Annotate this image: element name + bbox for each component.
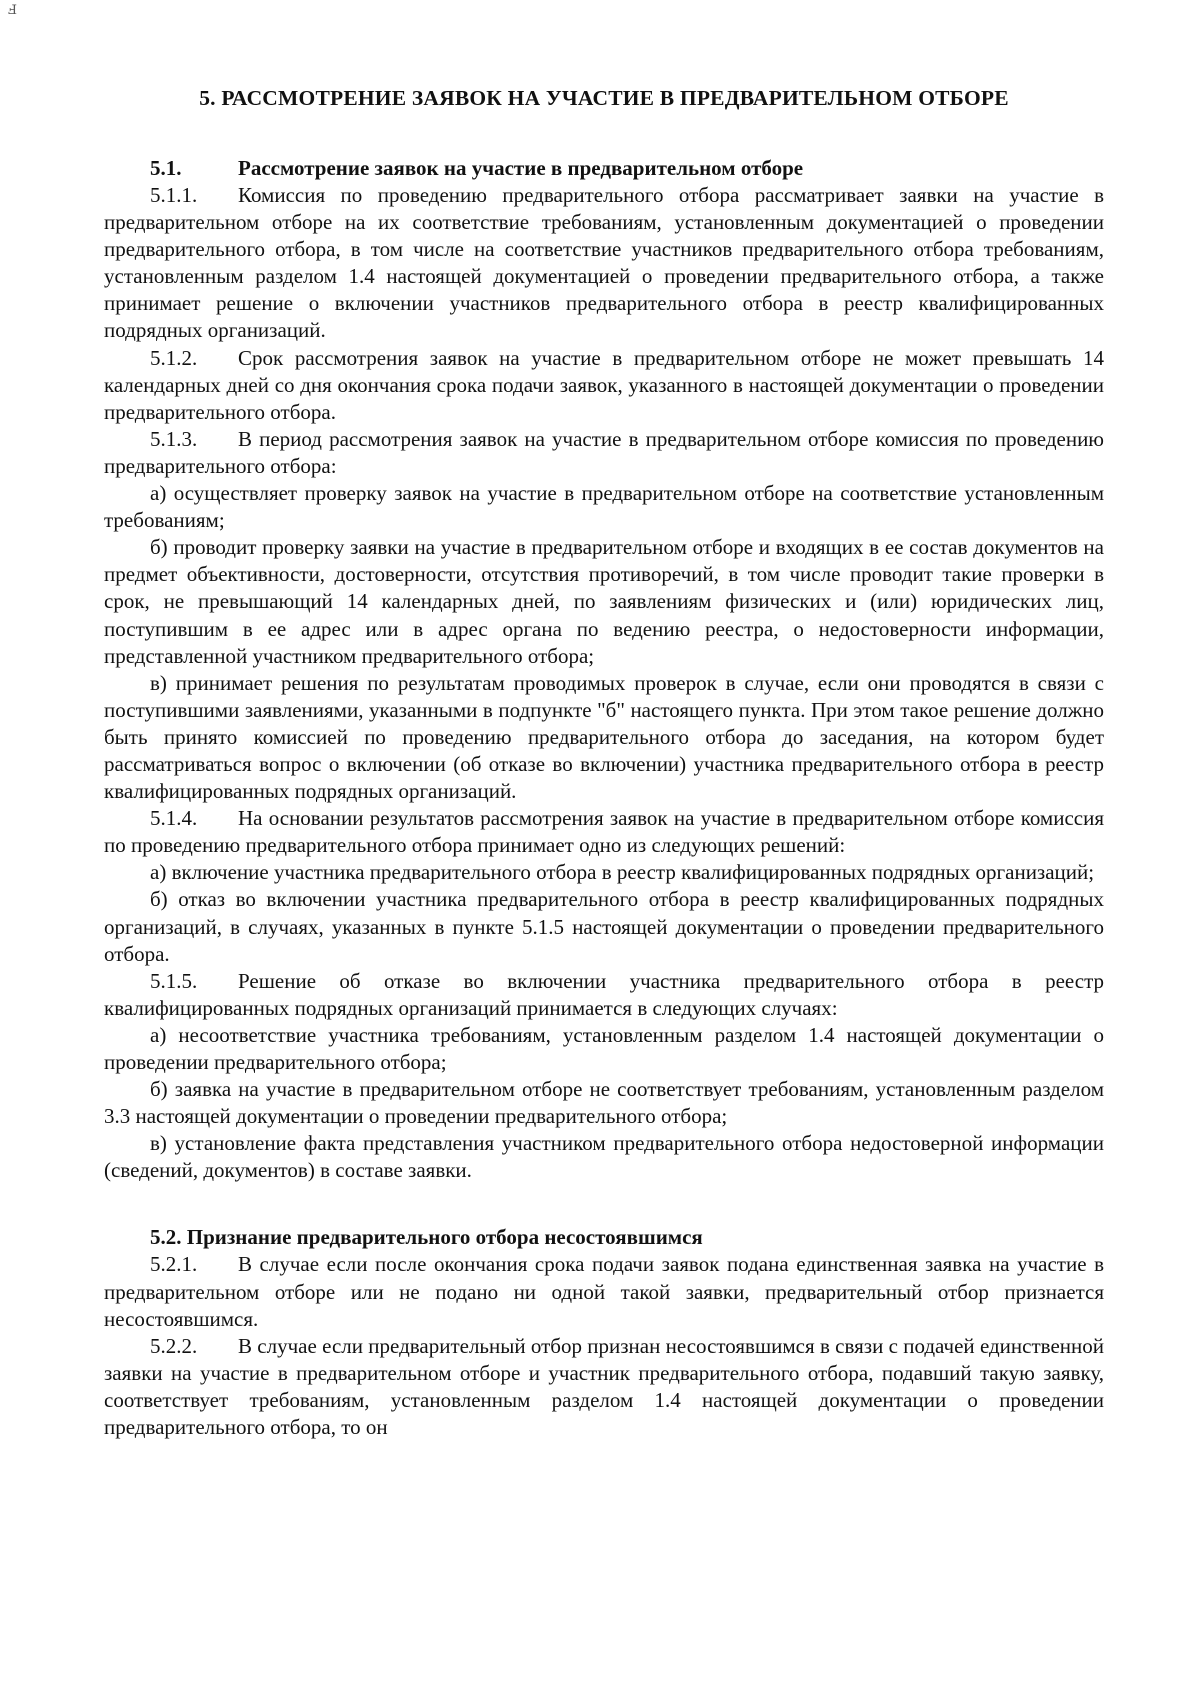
section-5-1-heading xyxy=(104,155,1104,182)
paragraph-text: В случае если предварительный отбор признан несостоявшимся в связи с подачей единственной заявки на участие в предварительном отборе и участник предварительного отбора, подавший такую заявку, соответствует требованиям, установленным разделом 1.4 настоящей документации о проведении предварительного отбора, то он xyxy=(104,1333,1104,1440)
paragraph-text: В период рассмотрения заявок на участие в предварительном отборе комиссия по проведению предварительного отбора: xyxy=(104,426,1104,478)
paragraph-number: 5.2.1. xyxy=(150,1252,198,1277)
paragraph-text: Комиссия по проведению предварительного отбора рассматривает заявки на участие в предварительном отборе на их соответствие требованиям, установленным документацией о проведении предварительного отбора, в том числе на соответствие участников предварительного отбора требованиям, установленным разделом 1.4 настоящей документацией о проведении предварительного отбора, а также принимает решение о включении участников предварительного отбора в реестр квалифицированных подрядных организаций. xyxy=(104,183,1104,343)
paragraph-text: Решение об отказе во включении участника предварительного отбора в реестр квалифицированных подрядных организаций принимается в следующих случаях: xyxy=(104,968,1104,1020)
corner-mark: Ⅎ xyxy=(8,2,18,17)
paragraph-text: В случае если после окончания срока подачи заявок подана единственная заявка на участие в предварительном отборе или не подано ни одной такой заявки, предварительный отбор признается несостоявшимся. xyxy=(104,1252,1104,1331)
paragraph-text: Срок рассмотрения заявок на участие в предварительном отборе не может превышать 14 календарных дней со дня окончания срока подачи заявок, указанного в настоящей документации о проведении предварительного отбора. xyxy=(104,345,1104,424)
document-content xyxy=(104,86,1104,1441)
paragraph-5-2-2 xyxy=(104,1333,1104,1441)
paragraph-number: 5.1.1. xyxy=(150,183,198,207)
paragraph-number: 5.1.3. xyxy=(150,426,198,451)
paragraph-5-1-4 xyxy=(104,805,1104,859)
list-item: а) несоответствие участника требованиям, установленным разделом 1.4 настоящей документации о проведении предварительного отбора; xyxy=(104,1022,1104,1074)
section-5-1-number: 5.1. xyxy=(150,156,182,180)
section-5-1-title: Рассмотрение заявок на участие в предварительном отборе xyxy=(238,156,804,180)
list-item: а) включение участника предварительного отбора в реестр квалифицированных подрядных организаций; xyxy=(150,860,1095,885)
paragraph-number: 5.1.5. xyxy=(150,968,198,993)
paragraph-number: 5.1.4. xyxy=(150,806,198,831)
list-item: в) принимает решения по результатам проводимых проверок в случае, если они проводятся в связи с поступившими заявлениями, указанными в подпункте "б" настоящего пункта. При этом такое решение должно быть принято комиссией по проведению предварительного отбора до заседания, на котором будет рассматриваться вопрос о включении (об отказе во включении) участника предварительного отбора в реестр квалифицированных подрядных организаций. xyxy=(104,670,1104,804)
page-title: 5. РАССМОТРЕНИЕ ЗАЯВОК НА УЧАСТИЕ В ПРЕДВАРИТЕЛЬНОМ ОТБОРЕ xyxy=(199,86,1009,110)
section-5-2-heading: 5.2. Признание предварительного отбора несостоявшимся xyxy=(150,1225,703,1250)
list-item: в) установление факта представления участником предварительного отбора недостоверной информации (сведений, документов) в составе заявки. xyxy=(104,1131,1104,1183)
list-item: б) заявка на участие в предварительном отборе не соответствует требованиям, установленным разделом 3.3 настоящей документации о проведении предварительного отбора; xyxy=(104,1077,1104,1129)
paragraph-number: 5.1.2. xyxy=(150,345,198,370)
paragraph-5-1-5 xyxy=(104,968,1104,1022)
paragraph-5-2-1 xyxy=(104,1251,1104,1332)
list-item: б) отказ во включении участника предварительного отбора в реестр квалифицированных подрядных организаций, в случаях, указанных в пункте 5.1.5 настоящей документации о проведении предварительного отбора. xyxy=(104,887,1104,966)
paragraph-5-1-1 xyxy=(104,182,1104,345)
paragraph-number: 5.2.2. xyxy=(150,1333,198,1358)
list-item: б) проводит проверку заявки на участие в предварительном отборе и входящих в ее состав документов на предмет объективности, достоверности, отсутствия противоречий, в том числе проводит такие проверки в срок, не превышающий 14 календарных дней, по заявлениям физических и (или) юридических лиц, поступившим в ее адрес или в адрес органа по ведению реестра, о недостоверности информации, представленной участником предварительного отбора; xyxy=(104,535,1104,668)
list-item: а) осуществляет проверку заявок на участие в предварительном отборе на соответствие установленным требованиям; xyxy=(104,481,1104,533)
paragraph-text: На основании результатов рассмотрения заявок на участие в предварительном отборе комиссия по проведению предварительного отбора принимает одно из следующих решений: xyxy=(104,806,1104,858)
paragraph-5-1-3 xyxy=(104,426,1104,480)
paragraph-5-1-2 xyxy=(104,345,1104,426)
